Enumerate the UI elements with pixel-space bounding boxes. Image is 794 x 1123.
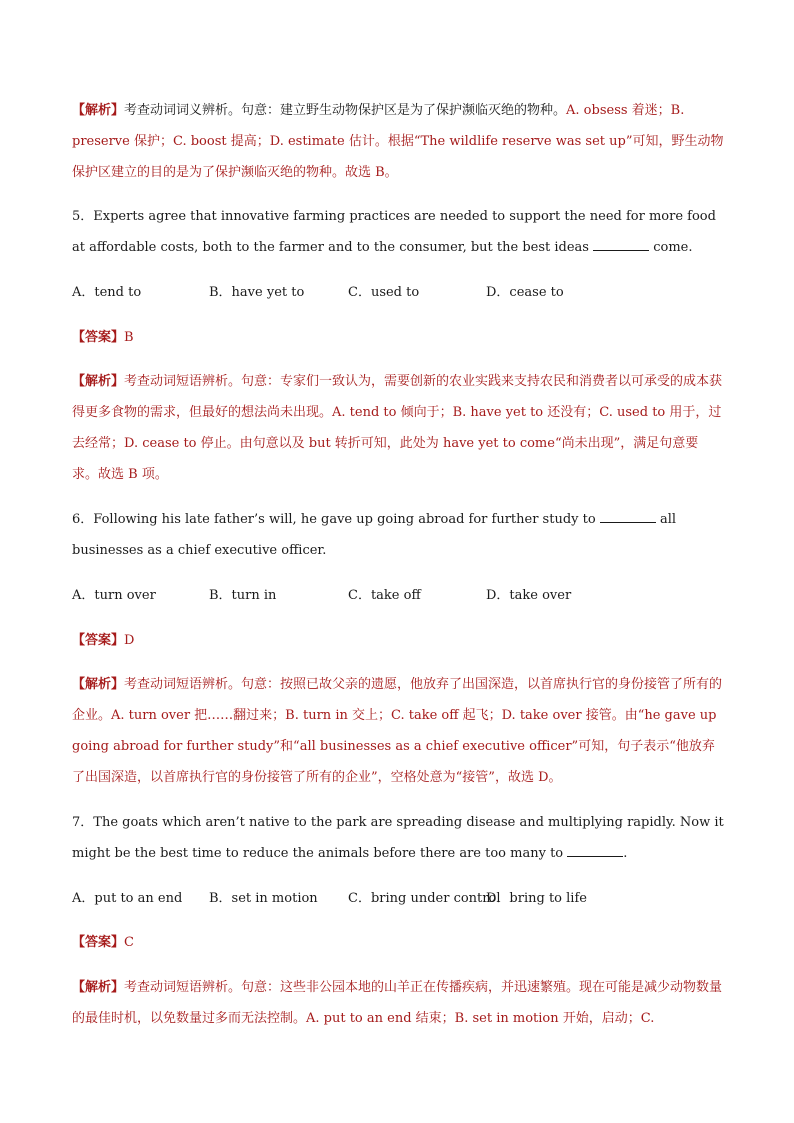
q6-options bbox=[72, 586, 724, 606]
q7-answer-value: C bbox=[124, 935, 134, 950]
answer-tag: 【答案】 bbox=[72, 935, 125, 950]
q7-option-a: A．put to an end bbox=[72, 891, 183, 906]
q6-option-d: D．take over bbox=[486, 588, 572, 603]
q5-analysis-text: 考查动词短语辨析。句意：专家们一致认为，需要创新的农业实践来支持农民和消费者以可承受的成本获得更多食物的需求，但最好的想法尚未出现。A. tend to 倾向于；B. have yet to 还没有；C. used to 用于，过去经常；D. cease to 停止。由句意以及 but 转折可知，此处为 have yet to come“尚未出现”，满足句意要求。故选 B 项。 bbox=[72, 374, 723, 482]
q4-analysis-detail: A. obsess 着迷；B. preserve 保护；C. boost 提高；D. estimate 估计。根据“The wildlife reserve was set up”可知，野生动物保护区建立的目的是为了保护濒临灭绝的物种。故选 B。 bbox=[72, 103, 724, 180]
q5-options bbox=[72, 283, 724, 303]
q7-answer bbox=[72, 927, 724, 958]
analysis-tag: 【解析】 bbox=[72, 980, 125, 995]
q6-option-b: B．turn in bbox=[209, 588, 277, 603]
analysis-tag: 【解析】 bbox=[72, 677, 125, 692]
q6-question bbox=[72, 504, 724, 566]
q7-option-b: B．set in motion bbox=[209, 891, 318, 906]
q7-options bbox=[72, 889, 724, 909]
q7-stem-after: . bbox=[623, 846, 628, 861]
analysis-tag: 【解析】 bbox=[72, 103, 125, 118]
q6-stem-before: 6．Following his late father’s will, he gave up going abroad for further study to bbox=[72, 512, 600, 527]
q5-option-c: C．used to bbox=[348, 285, 420, 300]
q5-option-d: D．cease to bbox=[486, 285, 564, 300]
q6-option-c: C．take off bbox=[348, 588, 421, 603]
q5-stem-after: come. bbox=[649, 240, 693, 255]
q5-question bbox=[72, 201, 724, 263]
q7-analysis-text: 考查动词短语辨析。句意：这些非公园本地的山羊正在传播疾病，并迅速繁殖。现在可能是减少动物数量的最佳时机，以免数量过多而无法控制。A. put to an end 结束；B. set in motion 开始，启动；C. bbox=[72, 980, 723, 1026]
q7-blank bbox=[567, 844, 623, 857]
q7-stem-before: 7．The goats which aren’t native to the park are spreading disease and multiplying rapidly. Now it might be the best time to reduce the animals before there are too many to bbox=[72, 815, 724, 861]
q5-option-a: A．tend to bbox=[72, 285, 142, 300]
q5-blank bbox=[593, 238, 649, 251]
q7-question bbox=[72, 807, 724, 869]
q4-analysis bbox=[72, 95, 724, 188]
q5-analysis bbox=[72, 366, 724, 490]
q6-analysis-text: 考查动词短语辨析。句意：按照已故父亲的遗愿，他放弃了出国深造，以首席执行官的身份接管了所有的企业。A. turn over 把……翻过来；B. turn in 交上；C. take off 起飞；D. take over 接管。由“he gave up going abroad for further study”和“all businesses as a chief executive officer”可知，句子表示“他放弃了出国深造，以首席执行官的身份接管了所有的企业”，空格处意为“接管”，故选 D。 bbox=[72, 677, 723, 785]
q6-analysis bbox=[72, 669, 724, 793]
q5-answer-value: B bbox=[124, 330, 134, 345]
q4-analysis-lead: 考查动词词义辨析。句意：建立野生动物保护区是为了保护濒临灭绝的物种。 bbox=[124, 103, 567, 118]
q6-option-a: A．turn over bbox=[72, 588, 156, 603]
answer-tag: 【答案】 bbox=[72, 633, 125, 648]
q6-answer bbox=[72, 625, 724, 656]
answer-tag: 【答案】 bbox=[72, 330, 125, 345]
q6-blank bbox=[600, 510, 656, 523]
q5-stem-before: 5．Experts agree that innovative farming practices are needed to support the need for more food at affordable costs, both to the farmer and to the consumer, but the best ideas bbox=[72, 209, 716, 255]
q7-option-c: C．bring under control bbox=[348, 891, 501, 906]
q5-answer bbox=[72, 322, 724, 353]
q7-analysis bbox=[72, 972, 724, 1034]
q6-stem-after: all businesses as a chief executive officer. bbox=[72, 512, 677, 558]
q6-answer-value: D bbox=[124, 633, 135, 648]
analysis-tag: 【解析】 bbox=[72, 374, 125, 389]
q7-option-d: D．bring to life bbox=[486, 891, 587, 906]
q5-option-b: B．have yet to bbox=[209, 285, 305, 300]
